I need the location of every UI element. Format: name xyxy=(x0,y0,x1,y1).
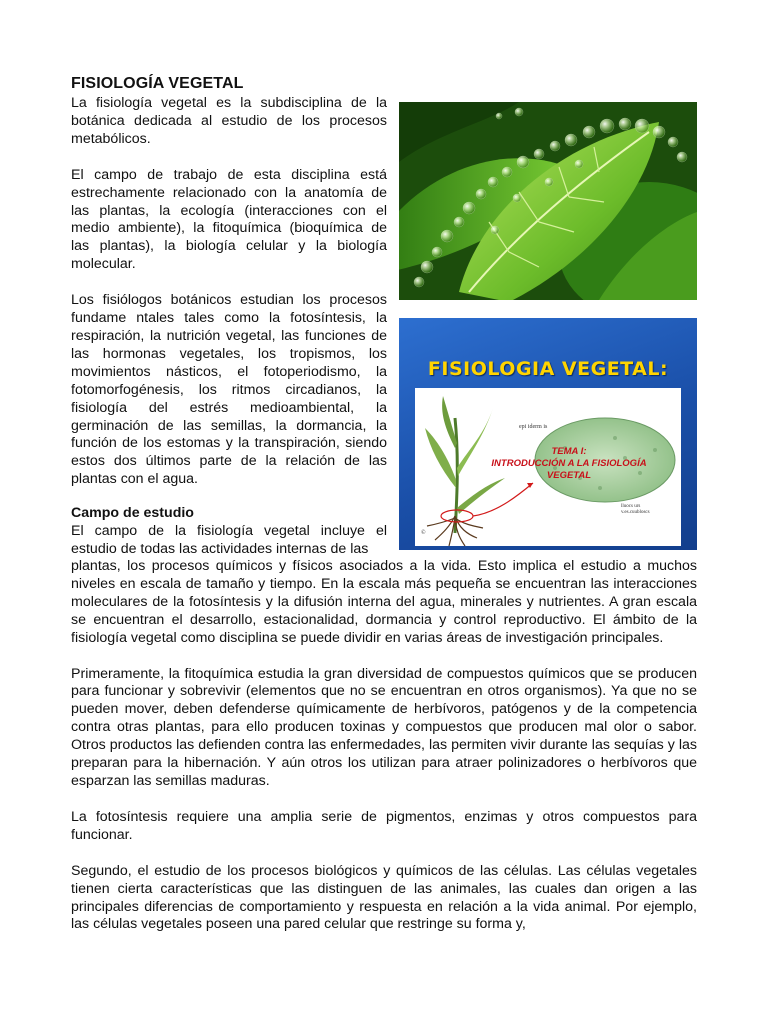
slide-tema xyxy=(469,446,669,482)
paragraph: plantas, los procesos químicos y físicos asociados a la vida. Esto implica el estudio a muchos niveles en escala de tamaño y tiempo. En la escala más pequeña se encuentran las interacciones moleculares de la fotosíntesis y la difusión interna del agua, minerales y nutrientes. A gran escala se encuentran el desarrollo, estacionalidad, dormancia y control reproductivo. El ámbito de la fisiología vegetal como disciplina se puede dividir en varias áreas de investigación principales. xyxy=(71,558,697,646)
paragraph: El campo de trabajo de esta disciplina está estrechamente relacionado con la anatomía de las plantas, la ecología (interacciones con el medio ambiente), la fitoquímica (bioquímica de las plantas), la biología celular y la biología molecular. xyxy=(71,166,387,273)
paragraph: Primeramente, la fitoquímica estudia la gran diversidad de compuestos químicos que se producen para funcionar y sobrevivir (elementos que no se encuentran en otros organismos). Ya que no se pueden mover, deben defenderse químicamente de herbívoros, patógenos y de la competencia contra otras plantas, para ello producen toxinas y compuestos que producen mal olor o sabor. Otros productos las defienden contra las enfermedades, las permiten vivir durante las sequías y las preparan para la hibernación. Y aún otros los utilizan para atraer polinizadores o herbívoros que esparzan las semillas maduras. xyxy=(71,665,697,789)
tema-line-2: INTRODUCCIÓN A LA FISIOLOGÍA VEGETAL xyxy=(491,458,647,481)
slide-corner-mark: © xyxy=(421,530,426,536)
label-epidermis: epi iderm is xyxy=(519,424,548,430)
section-block xyxy=(71,505,387,559)
intro-block xyxy=(71,95,387,489)
leaf-photo xyxy=(399,102,697,300)
section-body xyxy=(71,558,697,934)
slide-diagram xyxy=(415,388,681,546)
paragraph: El campo de la fisiología vegetal incluye el estudio de todas las actividades internas de las xyxy=(71,522,387,557)
paragraph: Los fisiólogos botánicos estudian los procesos fundame ntales tales como la fotosíntesis, la respiración, la nutrición vegetal, las funciones de las hormonas vegetales, los tropismos, los movimientos násticos, el fotoperiodismo, la fotomorfogénesis, los ritmos circadianos, la fisiología del estrés medioambiental, la germinación de las semillas, la dormancia, la función de los estomas y la transpiración, siendo estos dos últimos parte de la relación de las plantas con el agua. xyxy=(71,292,387,488)
slide-title: FISIOLOGIA VEGETAL: xyxy=(427,358,669,380)
paragraph: Segundo, el estudio de los procesos biológicos y químicos de las células. Las células vegetales tienen cierta características que las distinguen de las animales, las cuales dan origen a las principales diferencias de comportamiento y respuesta en relación a la vida animal. Por ejemplo, las células vegetales poseen una pared celular que restringe su forma y, xyxy=(71,862,697,933)
paragraph: La fisiología vegetal es la subdisciplina de la botánica dedicada al estudio de los procesos metabólicos. xyxy=(71,95,387,147)
section-heading: Campo de estudio xyxy=(71,505,194,521)
page-title: FISIOLOGÍA VEGETAL xyxy=(71,75,244,92)
label-cells: lluocs urs v.es.cuubloscs xyxy=(621,504,650,515)
tema-line-1: TEMA I: xyxy=(551,446,587,457)
slide-image xyxy=(399,318,697,550)
leaf-illustration xyxy=(399,102,697,300)
paragraph: La fotosíntesis requiere una amplia serie de pigmentos, enzimas y otros compuestos para funcionar. xyxy=(71,808,697,843)
